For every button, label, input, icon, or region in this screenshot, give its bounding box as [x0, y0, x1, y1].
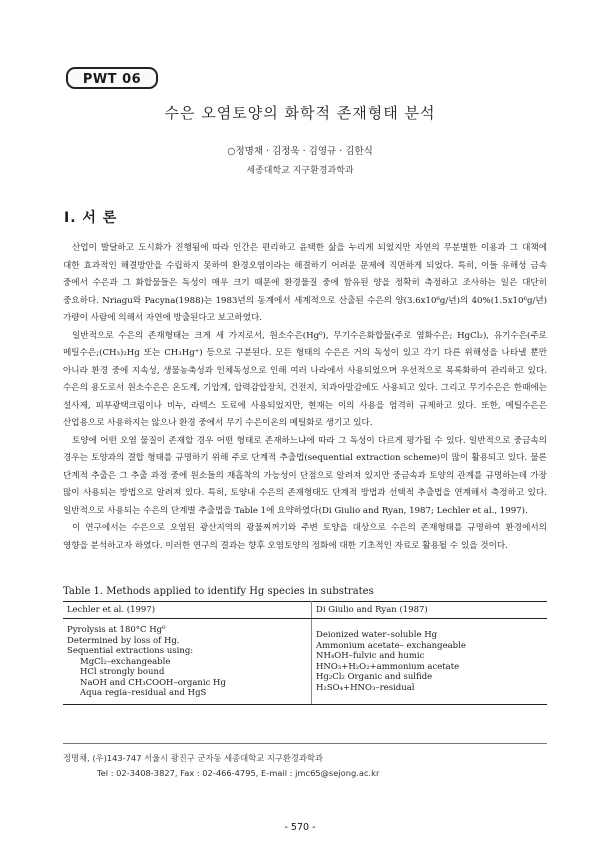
table-line: HCl strongly bound — [80, 667, 165, 677]
table-line: Aqua regia–residual and HgS — [80, 688, 207, 698]
affiliation: 세종대학교 지구환경과학과 — [246, 166, 354, 176]
table-header: Di Giulio and Ryan (1987) — [312, 602, 548, 619]
table-line: Hg₂Cl₂ Organic and sulfide — [316, 672, 433, 682]
table-header: Lechler et al. (1997) — [63, 602, 312, 619]
section-heading: I. 서 론 — [64, 210, 118, 226]
paragraph: 일반적으로 수은의 존재형태는 크게 세 가지로서, 원소수은(Hg⁰), 무기수은화합물(주로 염화수은; HgCl₂), 유기수은(주로 메틸수은;(CH₃)₂Hg 또는 CH₃Hg⁺) 등으로 구분된다. 모든 형태의 수은은 거의 독성이 있고 각기 다른 위해성을 나타낼 뿐만 아니라 환경 중에 지속성, 생물농축성과 인체독성으로 인해 여러 나라에서 사용되었으며 우선적으로 목록화하여 관리하고 있다. 수은의 용도로서 원소수은은 온도계, 기압계, 압력감압장치, 건전지, 치과아말감에도 사용되고 있다. 그리고 무기수은은 한때에는 설사제, 피부광택크림이나 비누, 라텍스 도료에 사용되었지만, 현재는 이의 사용을 엄격히 규제하고 있다. 또한, 메틸수은은 산업용으로 사용하지는 않으나 환경 중에서 무기 수은이온의 메틸화로 생기고 있다. — [63, 330, 547, 428]
table-line: MgCl₂–exchangeable — [80, 656, 171, 667]
table-line: Pyrolysis at 180°C Hg⁰ — [67, 625, 166, 635]
table-line: H₂SO₄+HNO₃–residual — [316, 682, 415, 693]
footnote-contact: Tel : 02-3408-3827, Fax : 02-466-4795, E-mail : jmc65@sejong.ac.kr — [97, 768, 380, 778]
paragraph: 토양에 어떤 오염 물질이 존재할 경우 어떤 형태로 존재하느냐에 따라 그 독성이 다르게 평가될 수 있다. 일반적으로 중금속의 경우는 토양과의 결합 형태를 규명하기 위해 주로 단계적 추출법(sequential extraction scheme)이 많이 활용되고 있다. 물론 단계적 추출은 그 추출 과정 중에 원소들의 재흡착의 가능성이 단점으로 알려져 있지만 중금속과 토양의 관계를 규명하는데 가장 많이 사용되는 방법으로 알려져 있다. 특히, 토양내 수은의 존재형태도 단계적 방법과 선택적 추출법을 연계해서 측정하고 있다. 일반적으로 사용되는 수은의 단계별 추출법을 Table 1에 요약하였다(Di Giulio and Ryan, 1987; Lechler et al., 1997). — [63, 435, 547, 516]
methods-table — [63, 601, 547, 705]
table-line: NaOH and CH₃COOH–organic Hg — [80, 677, 226, 688]
table-line: Determined by loss of Hg. — [67, 635, 180, 646]
body-text — [63, 240, 547, 555]
author-list: ○정명채 · 김정욱 · 김영규 · 김한식 — [227, 146, 373, 157]
table-line: Ammonium acetate– exchangeable — [316, 640, 466, 651]
footnote-divider — [63, 743, 547, 744]
paper-title: 수은 오염토양의 화학적 존재형태 분석 — [164, 104, 436, 122]
footnote-address: 정명채, (우)143-747 서울시 광진구 군자동 세종대학교 지구환경과학과 — [63, 753, 323, 763]
paragraph: 이 연구에서는 수은으로 오염된 광산지역의 광물찌꺼기와 주변 토양을 대상으로 수은의 존재형태를 규명하여 환경에서의 영향을 분석하고자 하였다. 이러한 연구의 결과는 향후 오염토양의 정화에 대한 기초적인 자료로 활용될 수 있을 것이다. — [63, 523, 547, 551]
table-cell — [63, 619, 312, 705]
table-line: HNO₃+H₂O₂+ammonium acetate — [316, 661, 460, 672]
page-number: - 570 - — [284, 822, 316, 833]
table-line: NH₄OH–fulvic and humic — [316, 651, 425, 661]
session-badge: PWT 06 — [66, 67, 158, 89]
table-caption: Table 1. Methods applied to identify Hg species in substrates — [63, 586, 374, 597]
table-line: Sequential extractions using: — [67, 646, 194, 656]
paragraph: 산업이 발달하고 도시화가 진행됨에 따라 인간은 편리하고 윤택한 삶을 누리게 되었지만 자연의 무분별한 이용과 그 대책에 대한 효과적인 해결방안을 수립하지 못하여 환경오염이라는 해결하기 어려운 문제에 직면하게 되었다. 특히, 이들 유해성 금속 중에서 수은과 그 화합물들은 독성이 매우 크기 때문에 환경물질 중에 함유된 양을 정확히 측정하고 조사하는 일은 대단히 중요하다. Nriagu와 Pacyna(1988)는 1983년의 동계에서 세계적으로 산출된 수은의 양(3.6x10⁶g/년)의 40%(1.5x10⁶g/년) 가량이 사람에 의해서 자연에 방출된다고 보고하였다. — [63, 243, 547, 323]
table-line: Deionized water–soluble Hg — [316, 630, 438, 640]
table-cell — [312, 619, 548, 705]
